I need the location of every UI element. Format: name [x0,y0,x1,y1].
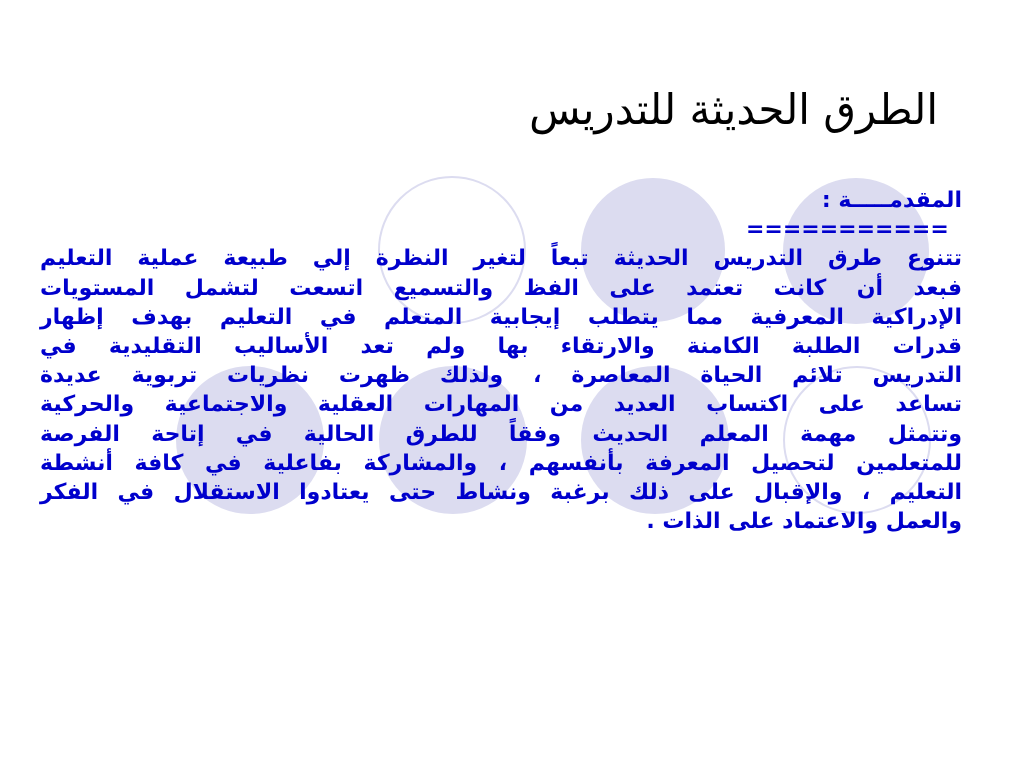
paragraph-line: والعمل والاعتماد على الذات . [646,509,962,535]
separator-line: =========== [746,217,949,243]
paragraph-line: الإدراكية المعرفية مما يتطلب إيجابية المتعلم في التعليم بهدف إظهار [40,304,962,330]
paragraph-line: التعليم ، والإقبال على ذلك برغبة ونشاط حتى يعتادوا الاستقلال في الفكر [40,480,962,506]
paragraph-line: تتنوع طرق التدريس الحديثة تبعاً لتغير النظرة إلي طبيعة عملية التعليم [40,246,962,272]
paragraph-line: التدريس تلائم الحياة المعاصرة ، ولذلك ظهرت نظريات تربوية عديدة [40,363,962,389]
paragraph-line: تساعد على اكتساب العديد من المهارات العقلية والاجتماعية والحركية [40,392,962,418]
paragraph-line: للمتعلمين لتحصيل المعرفة بأنفسهم ، والمشاركة بفاعلية في كافة أنشطة [40,450,962,476]
slide-title: الطرق الحديثة للتدريس [529,85,938,134]
paragraph-line: وتتمثل مهمة المعلم الحديث وفقاً للطرق الحالية في إتاحة الفرصة [40,421,962,447]
paragraph-line: فبعد أن كانت تعتمد على الفظ والتسميع اتسعت لتشمل المستويات [40,275,962,301]
section-heading: المقدمـــــة : [821,188,962,213]
paragraph-line: قدرات الطلبة الكامنة والارتقاء بها ولم تعد الأساليب التقليدية في [40,334,962,360]
slide-body [40,186,962,536]
